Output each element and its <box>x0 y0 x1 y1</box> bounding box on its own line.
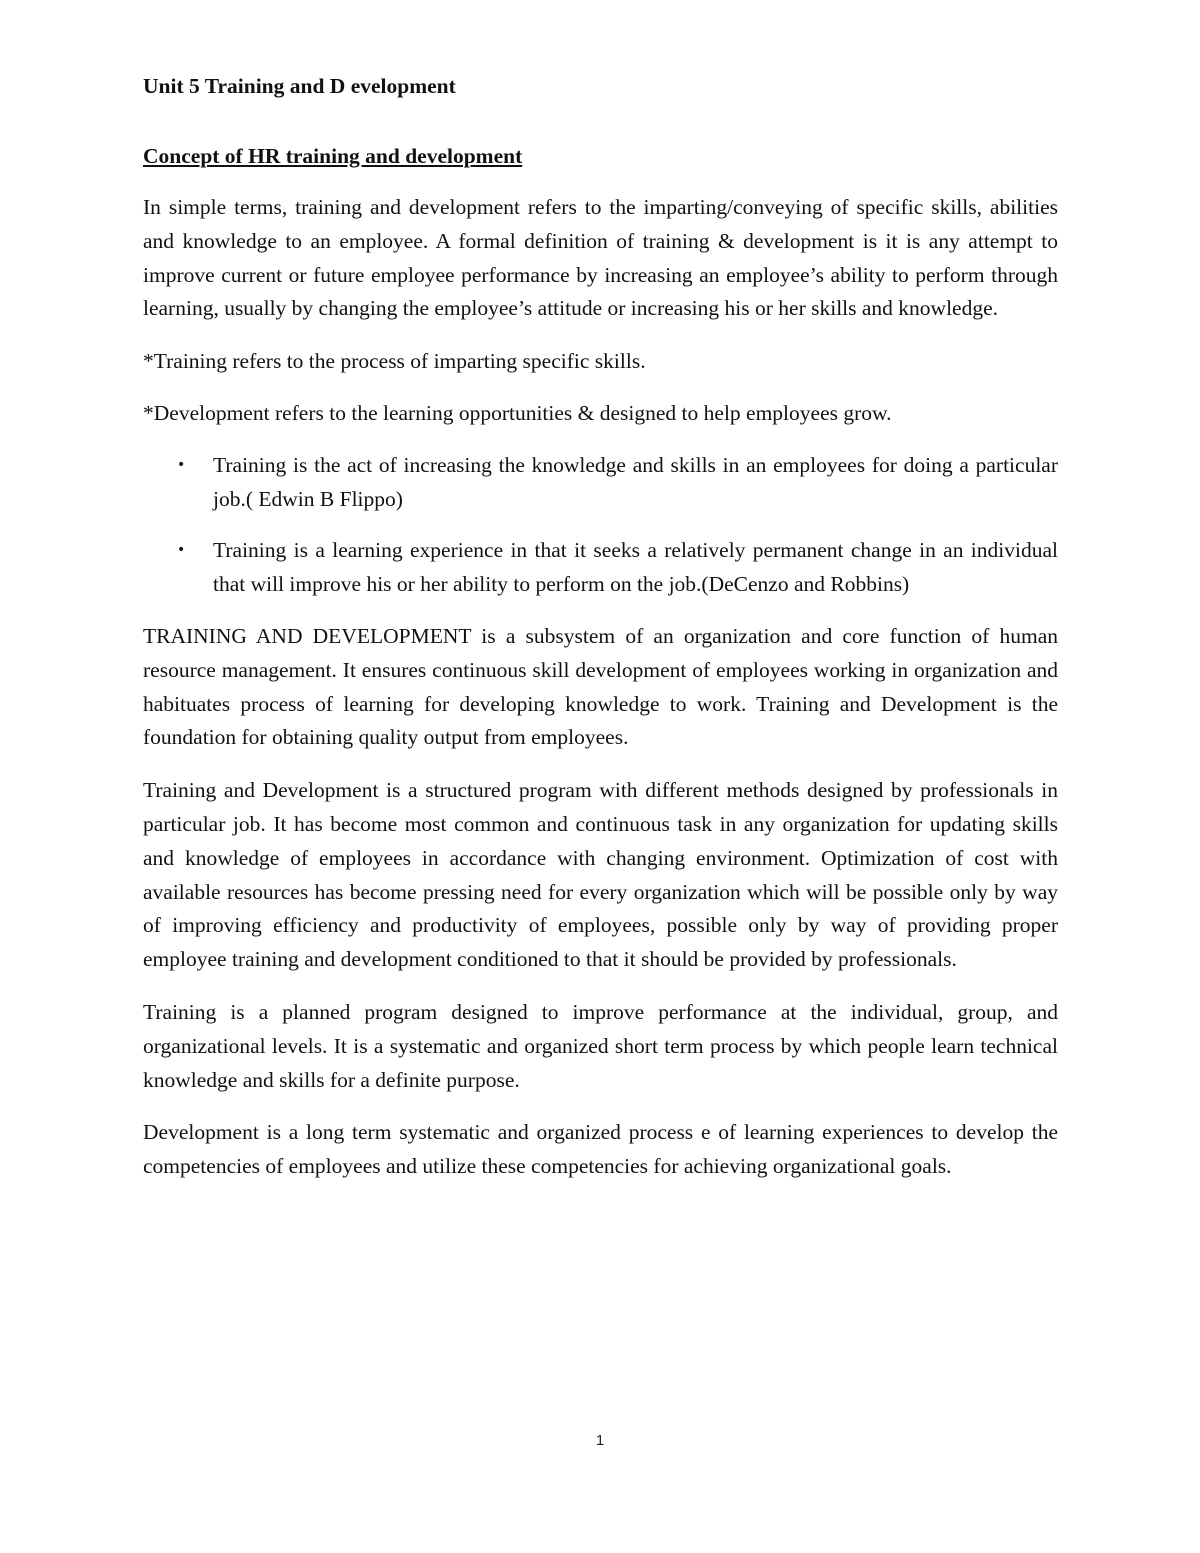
document-body <box>143 70 1058 1203</box>
document-title: Unit 5 Training and D evelopment <box>143 74 456 98</box>
bullet-icon: • <box>177 542 186 559</box>
definition-item-decenzo <box>143 534 1058 602</box>
definition-text: Training is the act of increasing the knowledge and skills in an employees for doing a particular job.( Edwin B Flippo) <box>213 452 1058 511</box>
definition-item-flippo <box>143 449 1058 517</box>
section-heading: Concept of HR training and development <box>143 144 523 168</box>
definition-list <box>143 449 1058 602</box>
bullet-icon: • <box>177 456 186 473</box>
subsystem-paragraph: TRAINING AND DEVELOPMENT is a subsystem of an organization and core function of human resource management. It ensures continuous skill development of employees working in organization and habituates process of learning for developing knowledge to work. Training and Development is the foundation for obtaining quality output from employees. <box>143 623 1058 750</box>
development-note: *Development refers to the learning opportunities & designed to help employees grow. <box>143 400 892 425</box>
development-paragraph: Development is a long term systematic and organized process e of learning experiences to develop the competencies of employees and utilize these competencies for achieving organizational goals. <box>143 1120 1058 1179</box>
page-number: 1 <box>595 1432 605 1449</box>
training-note: *Training refers to the process of imparting specific skills. <box>143 349 646 374</box>
structured-program-paragraph: Training and Development is a structured program with different methods designed by professionals in particular job. It has become most common and continuous task in any organization for updating skills and knowledge of employees in accordance with changing environment. Optimization of cost with available resources has become pressing need for every organization which will be possible only by way of improving efficiency and productivity of employees, possible only by way of providing proper employee training and development conditioned to that it should be provided by professionals. <box>143 778 1058 972</box>
intro-paragraph: In simple terms, training and development refers to the imparting/conveying of specific skills, abilities and knowledge to an employee. A formal definition of training & development is it is any attempt to improve current or future employee performance by increasing an employee’s ability to perform through learning, usually by changing the employee’s attitude or increasing his or her skills and knowledge. <box>143 195 1058 321</box>
definition-text: Training is a learning experience in that it seeks a relatively permanent change in an individual that will improve his or her ability to perform on the job.(DeCenzo and Robbins) <box>213 538 1058 597</box>
planned-program-paragraph: Training is a planned program designed to improve performance at the individual, group, and organizational levels. It is a systematic and organized short term process by which people learn technical knowledge and skills for a definite purpose. <box>143 999 1058 1092</box>
